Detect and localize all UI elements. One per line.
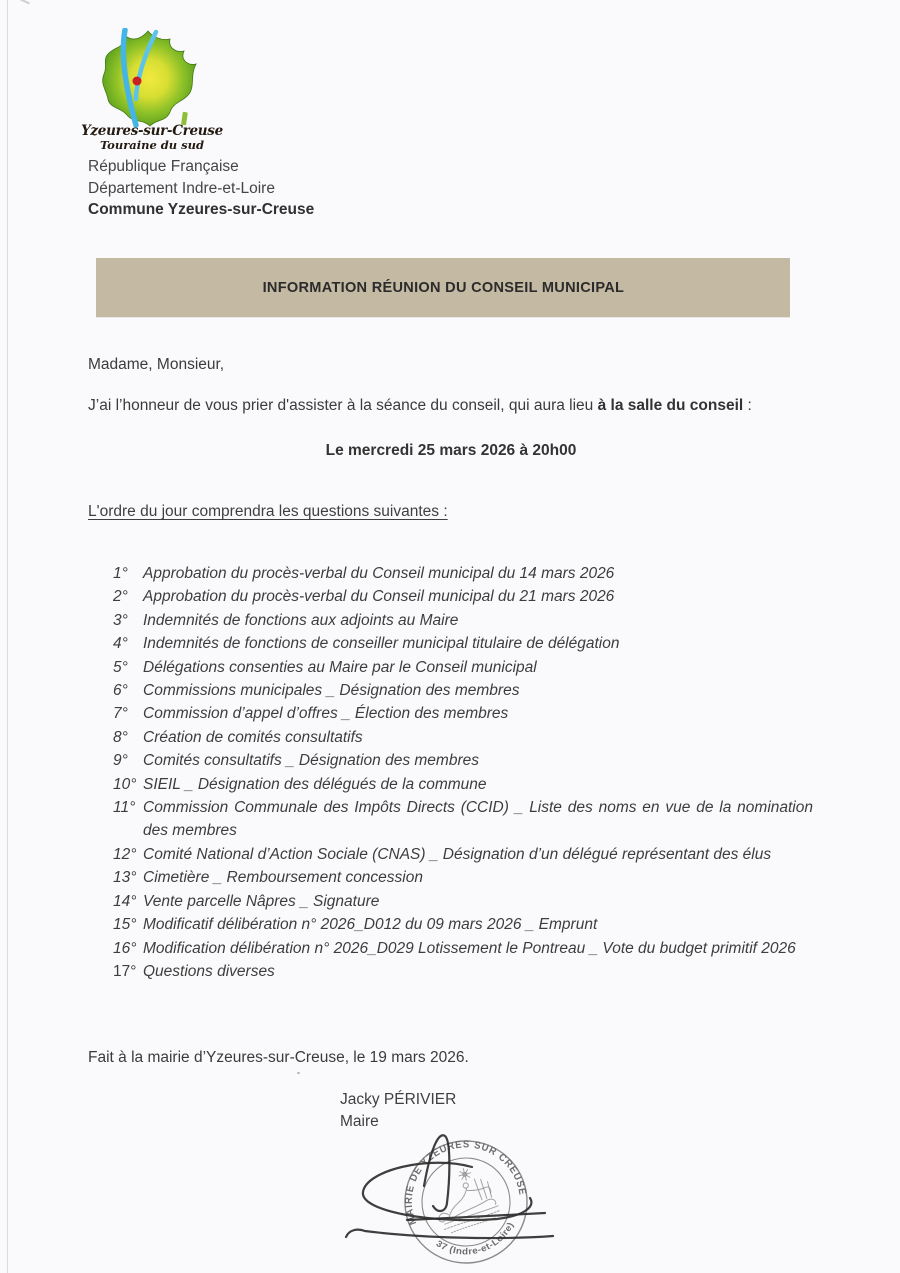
agenda-item [113,843,813,866]
logo-caption [64,124,240,152]
agenda-item-number: 17° [113,962,137,980]
meeting-date-line: Le mercredi 25 mars 2026 à 20h00 [325,442,577,459]
agenda-item-number: 8° [113,728,128,746]
agenda-item-number: 13° [113,869,137,887]
agenda-item-text: Indemnités de fonctions de conseiller municipal titulaire de délégation [143,635,620,653]
agenda-item-number: 14° [113,892,137,910]
agenda-item [113,749,813,772]
agenda-item [113,726,813,749]
agenda-item-text: Approbation du procès-verbal du Conseil municipal du 14 mars 2026 [143,565,615,582]
agenda-item [113,562,813,585]
agenda-item-text: Modification délibération n° 2026_D029 Lotissement le Pontreau _ Vote du budget primitif 2026 [143,939,796,957]
agenda-item-text: SIEIL _ Désignation des délégués de la commune [143,775,487,793]
stamp-emblem-marianne [428,1162,502,1235]
agenda-item-text: Comités consultatifs _ Désignation des membres [143,752,479,770]
scan-edge-artifact [7,0,8,1273]
letterhead-line-republique: République Française [88,158,239,175]
agenda-item-number: 15° [113,916,137,934]
agenda-item-text: Création de comités consultatifs [143,728,363,746]
town-dot [133,77,142,86]
agenda-item-number: 6° [113,682,128,700]
intro-text: J’ai l’honneur de vous prier d'assister à la séance du conseil, qui aura lieu [88,397,598,414]
intro-tail-text: : [743,397,752,414]
agenda-item [113,702,813,725]
agenda-item [113,656,813,679]
agenda-item-text: Vente parcelle Nâpres _ Signature [143,892,380,910]
agenda-item [113,585,813,608]
logo-caption-region: Touraine du sud [99,138,205,152]
agenda-item-number: 1° [113,565,128,582]
agenda-item-number: 2° [113,588,128,606]
agenda-item-number: 5° [113,658,128,676]
intro-paragraph [88,397,814,415]
agenda-item-number: 9° [113,752,128,770]
agenda-item-number: 11° [113,799,136,817]
agenda-item-text: Commissions municipales _ Désignation des membres [143,682,520,700]
agenda-item-number: 4° [113,635,128,653]
document-title: INFORMATION RÉUNION DU CONSEIL MUNICIPAL [262,279,624,296]
agenda-item-number: 7° [113,705,128,723]
logo-caption-town: Yzeures-sur-Creuse [81,123,223,139]
svg-text:37 (Indre-et-Loire) [433,1218,521,1265]
agenda-item [113,632,813,655]
agenda-list [113,562,813,983]
municipal-stamp-icon [390,1125,542,1273]
stamp-ring-text: ★ MAIRIE DE YZEURES SUR CREUSE ★ [403,1139,528,1231]
signer-title: Maire [340,1112,379,1130]
scan-corner-artifact [18,0,30,4]
agenda-item [113,960,813,983]
agenda-item-number: 3° [113,611,128,629]
agenda-item [113,679,813,702]
agenda-item [113,773,813,796]
agenda-item-text: Approbation du procès-verbal du Conseil municipal du 21 mars 2026 [143,588,615,606]
signer-name: Jacky PÉRIVIER [340,1091,457,1108]
agenda-item-text: Commission Communale des Impôts Directs (CCID) _ Liste des noms en vue de la nomination des membres [143,799,813,840]
agenda-item-text: Commission d’appel d’offres _ Élection des membres [143,705,509,723]
agenda-item [113,866,813,889]
agenda-item [113,890,813,913]
agenda-item-text: Comité National d’Action Sociale (CNAS) _ Désignation d’un délégué représentant des élus [143,845,772,863]
intro-bold-text: à la salle du conseil [597,397,744,414]
stamp-bottom-text: 37 (Indre-et-Loire) [434,1220,516,1257]
agenda-item [113,796,813,843]
letterhead-line-departement: Département Indre-et-Loire [88,179,275,197]
letterhead-line-commune: Commune Yzeures-sur-Creuse [88,201,315,218]
agenda-item-text: Indemnités de fonctions aux adjoints au Maire [143,611,459,629]
agenda-item-text: Modificatif délibération n° 2026_D012 du 09 mars 2026 _ Emprunt [143,916,598,934]
agenda-item-text: Questions diverses [143,962,275,980]
commune-logo-icon [98,28,206,128]
agenda-item-number: 16° [113,939,137,957]
scan-speck-artifact [297,1072,300,1074]
agenda-item-text: Cimetière _ Remboursement concession [143,869,423,887]
agenda-item [113,609,813,632]
agenda-item [113,913,813,936]
closing-place-date: Fait à la mairie d’Yzeures-sur-Creuse, le 19 mars 2026. [88,1049,469,1066]
agenda-item-number: 10° [113,775,137,793]
agenda-item-text: Délégations consenties au Maire par le Conseil municipal [143,658,537,676]
agenda-item-number: 12° [113,845,137,863]
salutation: Madame, Monsieur, [88,356,225,373]
agenda-item [113,937,813,960]
stamp-and-signature [200,1125,580,1273]
title-banner [96,258,790,317]
letterhead-address [88,156,314,221]
agenda-heading: L'ordre du jour comprendra les questions suivantes : [88,503,448,520]
